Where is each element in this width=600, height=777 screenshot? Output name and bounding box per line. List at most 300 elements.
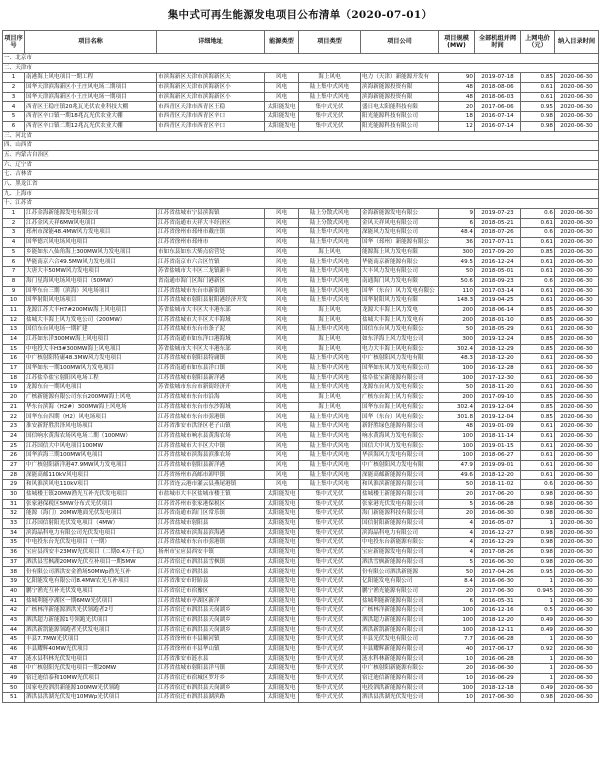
cell-address: 江苏省徐州市丰县华山镇: [157, 644, 265, 654]
cell-price: 0.98: [521, 557, 555, 567]
cell-price: 1: [521, 519, 555, 529]
cell-seq: 17: [3, 364, 25, 374]
cell-project-type: 海上风电: [299, 73, 361, 83]
cell-capacity: 48.4: [439, 228, 475, 238]
cell-energy-type: 太阳能发电: [265, 489, 299, 499]
cell-project-type: 集中式光伏: [299, 693, 361, 703]
cell-name: 泗洪超力新能源1号领跑光伏项目: [25, 615, 157, 625]
cell-price: 0.85: [521, 344, 555, 354]
cell-catalog-date: 2020-06-30: [555, 441, 599, 451]
table-row: [3, 596, 599, 606]
cell-project-type: 集中式光伏: [299, 674, 361, 684]
cell-seq: 48: [3, 664, 25, 674]
cell-address: 江苏省宿迁市泗洪县雪枫镇: [157, 557, 265, 567]
cell-seq: 20: [3, 393, 25, 403]
cell-name: 泗洪县洪湖光伏发电10MWp光伏项目: [25, 693, 157, 703]
table-row: [3, 460, 599, 470]
table-row: [3, 422, 599, 432]
cell-company: 新舒胜绿色能源有限公司: [361, 422, 439, 432]
cell-project-type: 陆上集中式风电: [299, 257, 361, 267]
cell-energy-type: 风电: [265, 247, 299, 257]
cell-catalog-date: 2020-06-30: [555, 674, 599, 684]
cell-company: 大丰风力发电有限公司: [361, 267, 439, 277]
cell-capacity: 20: [439, 664, 475, 674]
table-row: [3, 247, 599, 257]
cell-price: 1: [521, 664, 555, 674]
cell-energy-type: 太阳能发电: [265, 567, 299, 577]
cell-seq: 2: [3, 218, 25, 228]
header-energy-type: 能源类型: [265, 31, 299, 54]
cell-project-type: 陆上集中式风电: [299, 451, 361, 461]
cell-grid-date: 2018-05-29: [475, 325, 521, 335]
cell-grid-date: 2018-12-18: [475, 683, 521, 693]
cell-price: 0.61: [521, 383, 555, 393]
cell-address: 江苏省宿迁市泗洪县天岗湖乡: [157, 625, 265, 635]
cell-capacity: 100: [439, 625, 475, 635]
cell-company: 深能高邮新能源有限公司: [361, 470, 439, 480]
cell-price: 1: [521, 596, 555, 606]
cell-price: 0.61: [521, 373, 555, 383]
section-label: 八、黑龙江省: [3, 179, 599, 189]
cell-address: 市西青区天津市西青区王稳: [157, 102, 265, 112]
section-label: 七、吉林省: [3, 170, 599, 180]
cell-name: 泗洪新凯能源领跑者光伏发电项目: [25, 625, 157, 635]
cell-project-type: 陆上集中式风电: [299, 431, 361, 441]
cell-catalog-date: 2020-06-30: [555, 635, 599, 645]
cell-company: 亿阳能发电有限公司: [361, 577, 439, 587]
section-row: [3, 54, 599, 64]
cell-grid-date: 2019-07-18: [475, 73, 521, 83]
cell-energy-type: 太阳能发电: [265, 577, 299, 587]
table-row: [3, 664, 599, 674]
cell-address: 江苏省盐城市射阳县射阳港经济开发: [157, 296, 265, 306]
cell-company: 国信大中风力发电有限公: [361, 441, 439, 451]
cell-address: 江苏省徐州市丰县顺河镇: [157, 635, 265, 645]
cell-grid-date: 2018-12-20: [475, 615, 521, 625]
cell-address: 苏省盐城市大丰区三龙镇新丰: [157, 267, 265, 277]
table-row: [3, 683, 599, 693]
cell-grid-date: 2016-12-28: [475, 364, 521, 374]
cell-project-type: 集中式光伏: [299, 635, 361, 645]
cell-grid-date: 2019-09-01: [475, 460, 521, 470]
cell-energy-type: 风电: [265, 412, 299, 422]
cell-energy-type: 风电: [265, 257, 299, 267]
cell-name: 盐城利能亭湖区一期6MW光伏项目: [25, 596, 157, 606]
cell-energy-type: 太阳能发电: [265, 693, 299, 703]
cell-energy-type: 风电: [265, 441, 299, 451]
cell-capacity: 48.3: [439, 354, 475, 364]
cell-price: 0.6: [521, 276, 555, 286]
cell-energy-type: 太阳能发电: [265, 586, 299, 596]
cell-seq: 24: [3, 431, 25, 441]
cell-company: 电力大丰海上风电有限公: [361, 344, 439, 354]
cell-company: 宿迁迪信新能源有限公司: [361, 674, 439, 684]
table-row: [3, 441, 599, 451]
cell-price: 0.98: [521, 548, 555, 558]
cell-company: 如东洋海上风力发电公司: [361, 334, 439, 344]
cell-grid-date: 2017-07-11: [475, 238, 521, 248]
cell-company: 盛日电太阳能科技有限: [361, 102, 439, 112]
cell-grid-date: 2016-06-29: [475, 674, 521, 684]
table-row: [3, 654, 599, 664]
section-label: 十、江苏省: [3, 199, 599, 209]
cell-price: 0.61: [521, 422, 555, 432]
cell-price: 0.61: [521, 470, 555, 480]
cell-price: 0.85: [521, 402, 555, 412]
cell-project-type: 陆上集中式风电: [299, 228, 361, 238]
cell-catalog-date: 2020-06-30: [555, 480, 599, 490]
cell-company: 能源海上风力发电有限: [361, 247, 439, 257]
cell-seq: 12: [3, 315, 25, 325]
cell-seq: 43: [3, 615, 25, 625]
cell-name: 西青区辛口镇二期12兆瓦光伏农业大棚: [25, 121, 157, 131]
cell-price: 0.98: [521, 121, 555, 131]
cell-seq: 38: [3, 567, 25, 577]
cell-grid-date: 2016-06-30: [475, 577, 521, 587]
cell-seq: 10: [3, 296, 25, 306]
cell-project-type: 海上风电: [299, 402, 361, 412]
cell-seq: 5: [3, 247, 25, 257]
cell-capacity: 4: [439, 548, 475, 558]
cell-capacity: 40: [439, 644, 475, 654]
cell-seq: 32: [3, 509, 25, 519]
table-row: [3, 344, 599, 354]
cell-seq: 6: [3, 121, 25, 131]
cell-seq: 25: [3, 441, 25, 451]
cell-seq: 3: [3, 92, 25, 102]
cell-energy-type: 太阳能发电: [265, 548, 299, 558]
table-row: [3, 276, 599, 286]
cell-grid-date: 2016-05-07: [475, 519, 521, 529]
cell-project-type: 海上风电: [299, 393, 361, 403]
cell-price: 0.95: [521, 567, 555, 577]
cell-catalog-date: 2020-06-30: [555, 354, 599, 364]
cell-name: 盐城大丰海上风力发电公司（200MW）: [25, 315, 157, 325]
cell-name: 江苏盐阜盐宝射阳风电场工程: [25, 373, 157, 383]
cell-address: 江苏省宿迁市宿豫区: [157, 586, 265, 596]
cell-capacity: 5: [439, 499, 475, 509]
cell-company: 国信东台风力发电有限公: [361, 325, 439, 335]
cell-energy-type: 风电: [265, 480, 299, 490]
cell-name: 华东台滨海（H2#）300MW海上风电场: [25, 402, 157, 412]
cell-name: 广核林洋新能源泗洪光伏领跑者2号: [25, 606, 157, 616]
cell-company: 宝应新能源发电有限公司: [361, 548, 439, 558]
cell-capacity: 110: [439, 286, 475, 296]
header-seq: 项目序号: [3, 31, 25, 54]
cell-energy-type: 风电: [265, 315, 299, 325]
cell-name: 淮安新舒胜洪泽风电场项目: [25, 422, 157, 432]
cell-capacity: 100: [439, 431, 475, 441]
cell-catalog-date: 2020-06-30: [555, 121, 599, 131]
cell-seq: 34: [3, 528, 25, 538]
cell-project-type: 集中式光伏: [299, 586, 361, 596]
cell-grid-date: 2018-11-02: [475, 480, 521, 490]
cell-price: 0.61: [521, 325, 555, 335]
cell-grid-date: 2018-05-01: [475, 267, 521, 277]
cell-price: 0.6: [521, 228, 555, 238]
cell-catalog-date: 2020-06-30: [555, 528, 599, 538]
cell-name: 国华德兴风电场风电项目: [25, 238, 157, 248]
cell-grid-date: 2018-12-20: [475, 470, 521, 480]
cell-capacity: 50: [439, 325, 475, 335]
cell-address: 市滨海新区天津市滨海新区天: [157, 73, 265, 83]
cell-energy-type: 风电: [265, 276, 299, 286]
cell-address: 江苏省盐城市东台市沿海: [157, 393, 265, 403]
cell-name: 和风淮滨风电110kV项目: [25, 480, 157, 490]
cell-seq: 45: [3, 635, 25, 645]
cell-catalog-date: 2020-06-30: [555, 538, 599, 548]
section-row: [3, 189, 599, 199]
cell-grid-date: 2017-09-20: [475, 247, 521, 257]
cell-price: 0.98: [521, 528, 555, 538]
cell-company: 泗洪雪枫新能源有限公司: [361, 557, 439, 567]
header-company: 项目公司: [361, 31, 439, 54]
table-row: [3, 489, 599, 499]
table-row: [3, 83, 599, 93]
cell-address: 市如东县如东大柴点宿营处: [157, 247, 265, 257]
cell-energy-type: 太阳能发电: [265, 538, 299, 548]
table-row: [3, 644, 599, 654]
cell-capacity: 49.6: [439, 470, 475, 480]
cell-company: 国华射阳风力发电有限: [361, 296, 439, 306]
cell-company: 中广核射阳风力发电有限: [361, 354, 439, 364]
cell-project-type: 集中式光伏: [299, 121, 361, 131]
cell-seq: 46: [3, 644, 25, 654]
cell-company: 国华东台海上风电有限公: [361, 402, 439, 412]
cell-catalog-date: 2020-06-30: [555, 247, 599, 257]
cell-company: 广核林洋新能源有限公司: [361, 606, 439, 616]
cell-catalog-date: 2020-06-30: [555, 654, 599, 664]
cell-catalog-date: 2020-06-30: [555, 267, 599, 277]
cell-capacity: 50: [439, 567, 475, 577]
table-row: [3, 586, 599, 596]
cell-address: 江苏省盐城市东台市条子泥: [157, 325, 265, 335]
cell-name: 鹏宁渔光互补光伏发电项目: [25, 586, 157, 596]
cell-seq: 4: [3, 238, 25, 248]
cell-address: 江苏省南通市天祥大丰经济区: [157, 218, 265, 228]
cell-catalog-date: 2020-06-30: [555, 296, 599, 306]
cell-seq: 50: [3, 683, 25, 693]
cell-company: 华能南京新能源有限公: [361, 257, 439, 267]
cell-name: 江苏金海新能源发电有限公司: [25, 209, 157, 219]
cell-seq: 6: [3, 257, 25, 267]
cell-energy-type: 太阳能发电: [265, 596, 299, 606]
cell-company: 海门新能源科技有限公司: [361, 509, 439, 519]
table-row: [3, 354, 599, 364]
cell-company: 张家港光伏发电有限公司: [361, 499, 439, 509]
table-row: [3, 102, 599, 112]
cell-price: 0.945: [521, 586, 555, 596]
cell-energy-type: 太阳能发电: [265, 102, 299, 112]
cell-name: 盐城楼王镇20MW渔光互补光伏发电项目: [25, 489, 157, 499]
cell-company: 国华如东风力发电有限公司: [361, 364, 439, 374]
cell-energy-type: 太阳能发电: [265, 674, 299, 684]
cell-price: 0.98: [521, 538, 555, 548]
cell-company: 涟水科林新能源有限公司: [361, 654, 439, 664]
cell-price: 0.49: [521, 625, 555, 635]
cell-seq: 28: [3, 470, 25, 480]
cell-seq: 22: [3, 412, 25, 422]
cell-address: 江苏省淮安市涟水县: [157, 654, 265, 664]
cell-name: 国华天津滨海新区小王庄风电场二期项目: [25, 83, 157, 93]
cell-project-type: 集中式光伏: [299, 596, 361, 606]
cell-energy-type: 风电: [265, 402, 299, 412]
cell-project-type: 海上风电: [299, 315, 361, 325]
cell-energy-type: 风电: [265, 451, 299, 461]
cell-grid-date: 2016-06-30: [475, 664, 521, 674]
cell-name: 亿阳能发电有限公司8.4MW农光互补项目: [25, 577, 157, 587]
cell-price: 0.85: [521, 334, 555, 344]
cell-energy-type: 风电: [265, 325, 299, 335]
cell-price: 0.61: [521, 364, 555, 374]
table-row: [3, 121, 599, 131]
cell-address: 江苏省南通市如东洋口港海域: [157, 334, 265, 344]
cell-catalog-date: 2020-06-30: [555, 451, 599, 461]
cell-project-type: 陆上集中式风电: [299, 276, 361, 286]
cell-grid-date: 2017-04-26: [475, 567, 521, 577]
cell-company: 泗洪新凯新能源有限公司: [361, 625, 439, 635]
table-row: [3, 615, 599, 625]
cell-address: 市西青区天津市西青区辛口: [157, 121, 265, 131]
cell-grid-date: 2018-06-03: [475, 92, 521, 102]
cell-seq: 47: [3, 654, 25, 664]
cell-project-type: 陆上集中式风电: [299, 422, 361, 432]
cell-capacity: 148.3: [439, 296, 475, 306]
cell-catalog-date: 2020-06-30: [555, 519, 599, 529]
cell-grid-date: 2017-03-14: [475, 286, 521, 296]
cell-seq: 27: [3, 460, 25, 470]
cell-company: 金海新能源发电有限公: [361, 209, 439, 219]
cell-seq: 15: [3, 344, 25, 354]
cell-name: 龙源东台一期风电项目: [25, 383, 157, 393]
cell-energy-type: 太阳能发电: [265, 654, 299, 664]
cell-grid-date: 2016-12-24: [475, 257, 521, 267]
cell-project-type: 海上风电: [299, 247, 361, 257]
cell-seq: 23: [3, 422, 25, 432]
table-row: [3, 528, 599, 538]
cell-energy-type: 风电: [265, 92, 299, 102]
cell-price: 0.85: [521, 305, 555, 315]
header-name: 项目名称: [25, 31, 157, 54]
cell-capacity: 4: [439, 538, 475, 548]
cell-address: 江苏省盐城市滨海县滨淮农场: [157, 451, 265, 461]
cell-address: 江苏省盐城市响水县黄海农场: [157, 431, 265, 441]
cell-capacity: 5: [439, 557, 475, 567]
cell-catalog-date: 2020-06-30: [555, 393, 599, 403]
section-row: [3, 131, 599, 141]
table-row: [3, 228, 599, 238]
cell-price: 0.61: [521, 460, 555, 470]
cell-grid-date: 2016-06-30: [475, 557, 521, 567]
cell-capacity: 300: [439, 334, 475, 344]
cell-energy-type: 风电: [265, 73, 299, 83]
cell-address: 江苏省盐城市东台市新街镇: [157, 286, 265, 296]
cell-catalog-date: 2020-06-30: [555, 315, 599, 325]
cell-grid-date: 2016-12-27: [475, 528, 521, 538]
cell-project-type: 集中式光伏: [299, 654, 361, 664]
table-row: [3, 364, 599, 374]
cell-grid-date: 2018-11-14: [475, 431, 521, 441]
cell-project-type: 集中式光伏: [299, 519, 361, 529]
cell-seq: 26: [3, 451, 25, 461]
cell-energy-type: 太阳能发电: [265, 112, 299, 122]
cell-address: 市盐城市大丰区盐城市楼王镇: [157, 489, 265, 499]
cell-price: 0.49: [521, 683, 555, 693]
section-row: [3, 150, 599, 160]
cell-energy-type: 太阳能发电: [265, 528, 299, 538]
cell-price: 0.6: [521, 209, 555, 219]
cell-project-type: 陆上集中式风电: [299, 373, 361, 383]
cell-capacity: 18: [439, 112, 475, 122]
table-row: [3, 383, 599, 393]
cell-name: 龙源江苏大丰H7#200MW海上风电项目: [25, 305, 157, 315]
cell-price: 0.5: [521, 606, 555, 616]
cell-company: 丰县耀辉新能源有限公司: [361, 644, 439, 654]
cell-company: 国信射阳新能源有限公司: [361, 519, 439, 529]
cell-price: 1: [521, 577, 555, 587]
cell-seq: 5: [3, 112, 25, 122]
cell-seq: 37: [3, 557, 25, 567]
cell-company: 南通海门风力发电有限: [361, 276, 439, 286]
cell-grid-date: 2018-11-20: [475, 383, 521, 393]
section-label: 六、辽宁省: [3, 160, 599, 170]
section-label: 五、内蒙古自治区: [3, 150, 599, 160]
cell-seq: 7: [3, 267, 25, 277]
table-row: [3, 209, 599, 219]
cell-project-type: 集中式光伏: [299, 499, 361, 509]
cell-seq: 19: [3, 383, 25, 393]
table-row: [3, 548, 599, 558]
cell-catalog-date: 2020-06-30: [555, 422, 599, 432]
table-row: [3, 538, 599, 548]
cell-address: 扬州市宝应县西安丰镇: [157, 548, 265, 558]
header-grid-date: 全部机组并网时间: [475, 31, 521, 54]
cell-address: 江苏省连云港市灌云县燕尾港镇: [157, 480, 265, 490]
cell-catalog-date: 2020-06-30: [555, 383, 599, 393]
cell-address: 江苏省盐城市滨海县滨海港: [157, 528, 265, 538]
cell-address: 江苏省盐城市射阳县: [157, 519, 265, 529]
table-row: [3, 625, 599, 635]
cell-energy-type: 风电: [265, 354, 299, 364]
cell-project-type: 陆上集中式风电: [299, 354, 361, 364]
cell-name: 中电投东台光伏发电项目（一期）: [25, 538, 157, 548]
cell-company: 盐城大丰海上风力发电有: [361, 315, 439, 325]
table-row: [3, 606, 599, 616]
cell-energy-type: 太阳能发电: [265, 519, 299, 529]
cell-catalog-date: 2020-06-30: [555, 683, 599, 693]
cell-catalog-date: 2020-06-30: [555, 577, 599, 587]
table-row: [3, 412, 599, 422]
cell-grid-date: 2016-06-28: [475, 654, 521, 664]
cell-address: 江苏省宿迁市泗洪县天岗湖乡: [157, 615, 265, 625]
cell-grid-date: 2017-06-17: [475, 644, 521, 654]
cell-address: 江苏省苏州市张家港保税区: [157, 499, 265, 509]
cell-capacity: 90: [439, 73, 475, 83]
table-row: [3, 334, 599, 344]
cell-seq: 1: [3, 209, 25, 219]
cell-capacity: 4: [439, 528, 475, 538]
cell-price: 0.85: [521, 393, 555, 403]
cell-seq: 33: [3, 519, 25, 529]
cell-grid-date: 2016-06-28: [475, 499, 521, 509]
section-row: [3, 170, 599, 180]
cell-name: 国信响水黄海农场风电场二期（100MW）: [25, 431, 157, 441]
cell-price: 0.92: [521, 644, 555, 654]
section-label: 九、上海市: [3, 189, 599, 199]
cell-catalog-date: 2020-06-30: [555, 431, 599, 441]
cell-catalog-date: 2020-06-30: [555, 102, 599, 112]
cell-energy-type: 风电: [265, 470, 299, 480]
